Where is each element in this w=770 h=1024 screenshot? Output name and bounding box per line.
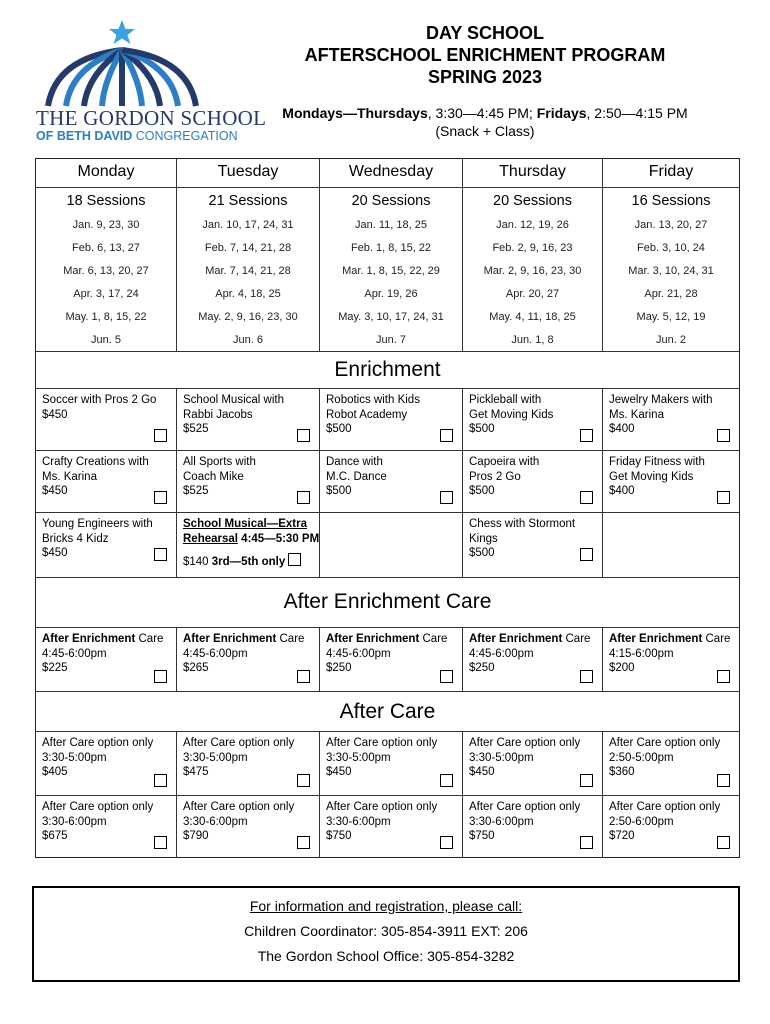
class-cell: Dance with M.C. Dance $500 [320, 451, 463, 513]
date-line: Jun. 6 [233, 334, 263, 346]
date-line: Apr. 4, 18, 25 [215, 288, 281, 300]
enroll-checkbox[interactable] [154, 836, 167, 849]
date-line: Jan. 13, 20, 27 [634, 219, 708, 231]
care-cell: After Enrichment Care 4:45-6:00pm $225 [36, 628, 177, 692]
enroll-checkbox[interactable] [440, 836, 453, 849]
sessions-dates-block [36, 187, 739, 352]
friday-dates [603, 188, 739, 352]
session-count: 20 Sessions [493, 193, 572, 209]
session-count: 16 Sessions [631, 193, 711, 209]
care-cell: After Care option only 2:50-6:00pm $720 [603, 796, 739, 858]
date-line: May. 1, 8, 15, 22 [65, 311, 147, 323]
schedule-table [35, 158, 740, 858]
enroll-checkbox[interactable] [297, 429, 310, 442]
school-name: THE GORDON SCHOOL [36, 106, 267, 130]
enroll-checkbox[interactable] [154, 774, 167, 787]
section-title-enrichment: Enrichment [36, 351, 739, 389]
day-tuesday: Tuesday [177, 159, 320, 187]
section-title-after-care: After Care [36, 691, 739, 732]
care-cell: After Care option only 3:30-6:00pm $790 [177, 796, 320, 858]
day-monday: Monday [36, 159, 177, 187]
doc-title-line-2: AFTERSCHOOL ENRICHMENT PROGRAM [304, 45, 666, 65]
tuesday-dates [177, 188, 320, 352]
doc-title-line-1: DAY SCHOOL [425, 23, 545, 43]
enroll-checkbox[interactable] [297, 491, 310, 504]
day-wednesday: Wednesday [320, 159, 463, 187]
class-cell: Crafty Creations with Ms. Karina $450 [36, 451, 177, 513]
date-line: Jun. 1, 8 [511, 334, 554, 346]
date-line: Jan. 10, 17, 24, 31 [202, 219, 294, 231]
class-cell: School Musical—Extra Rehearsal 4:45—5:30 PM $140 3rd—5th only [177, 513, 320, 578]
enroll-checkbox[interactable] [440, 491, 453, 504]
thursday-dates [463, 188, 603, 352]
date-line: Apr. 19, 26 [364, 288, 418, 300]
date-line: Jun. 5 [91, 334, 121, 346]
office-phone: The Gordon School Office: 305-854-3282 [257, 948, 515, 964]
enroll-checkbox[interactable] [717, 429, 730, 442]
date-line: Feb. 1, 8, 15, 22 [350, 242, 432, 254]
date-line: Mar. 3, 10, 24, 31 [628, 265, 714, 277]
after-care-row-1 [36, 731, 739, 796]
class-cell: School Musical with Rabbi Jacobs $525 [177, 389, 320, 451]
class-cell: Capoeira with Pros 2 Go $500 [463, 451, 603, 513]
enroll-checkbox[interactable] [440, 429, 453, 442]
dome-star-logo-icon [34, 18, 230, 110]
date-line: Feb. 6, 13, 27 [72, 242, 140, 254]
care-cell: After Care option only 3:30-6:00pm $675 [36, 796, 177, 858]
session-count: 18 Sessions [66, 193, 146, 209]
date-line: Jun. 7 [376, 334, 406, 346]
date-line: Feb. 7, 14, 21, 28 [204, 242, 292, 254]
class-cell: Chess with Stormont Kings $500 [463, 513, 603, 578]
date-line: Mar. 6, 13, 20, 27 [63, 265, 149, 277]
enroll-checkbox[interactable] [154, 548, 167, 561]
enrichment-row-2 [36, 450, 739, 513]
school-logo [34, 18, 267, 146]
enroll-checkbox[interactable] [717, 670, 730, 683]
date-line: Mar. 1, 8, 15, 22, 29 [342, 265, 440, 277]
class-cell: Young Engineers with Bricks 4 Kidz $450 [36, 513, 177, 578]
enroll-checkbox[interactable] [297, 836, 310, 849]
care-cell: After Care option only 3:30-5:00pm $405 [36, 732, 177, 796]
enroll-checkbox[interactable] [580, 836, 593, 849]
enroll-checkbox[interactable] [580, 429, 593, 442]
monday-dates [36, 188, 177, 352]
empty-cell [603, 513, 739, 578]
school-subtitle: OF BETH DAVID CONGREGATION [36, 129, 238, 143]
after-enrichment-row [36, 627, 739, 692]
date-line: Jan. 12, 19, 26 [496, 219, 569, 231]
enroll-checkbox[interactable] [440, 774, 453, 787]
enroll-checkbox[interactable] [580, 774, 593, 787]
enroll-checkbox[interactable] [717, 491, 730, 504]
date-line: Jun. 2 [656, 334, 686, 346]
contact-box [32, 886, 740, 982]
enroll-checkbox[interactable] [154, 429, 167, 442]
enroll-checkbox[interactable] [580, 548, 593, 561]
day-thursday: Thursday [463, 159, 603, 187]
care-cell: After Care option only 3:30-6:00pm $750 [320, 796, 463, 858]
enroll-checkbox[interactable] [717, 774, 730, 787]
enroll-checkbox[interactable] [580, 491, 593, 504]
care-cell: After Care option only 3:30-5:00pm $450 [463, 732, 603, 796]
class-cell: Soccer with Pros 2 Go $450 [36, 389, 177, 451]
date-line: May. 4, 11, 18, 25 [489, 311, 576, 323]
enroll-checkbox[interactable] [580, 670, 593, 683]
star-icon [109, 20, 135, 44]
session-count: 20 Sessions [351, 193, 431, 209]
enroll-checkbox[interactable] [440, 670, 453, 683]
care-cell: After Enrichment Care 4:45-6:00pm $250 [463, 628, 603, 692]
wednesday-dates [320, 188, 463, 352]
care-cell: After Care option only 3:30-6:00pm $750 [463, 796, 603, 858]
care-cell: After Enrichment Care 4:15-6:00pm $200 [603, 628, 739, 692]
date-line: Feb. 3, 10, 24 [637, 242, 705, 254]
date-line: May. 3, 10, 17, 24, 31 [338, 311, 444, 323]
date-line: Mar. 2, 9, 16, 23, 30 [483, 265, 582, 277]
section-title-after-enrichment-care: After Enrichment Care [36, 577, 739, 628]
after-care-row-2 [36, 795, 739, 858]
date-line: Apr. 20, 27 [505, 288, 560, 300]
enroll-checkbox[interactable] [297, 670, 310, 683]
care-cell: After Care option only 3:30-5:00pm $475 [177, 732, 320, 796]
class-cell: Friday Fitness with Get Moving Kids $400 [603, 451, 739, 513]
doc-title-line-3: SPRING 2023 [427, 67, 543, 87]
care-cell: After Care option only 2:50-5:00pm $360 [603, 732, 739, 796]
class-cell: Jewelry Makers with Ms. Karina $400 [603, 389, 739, 451]
coordinator-phone: Children Coordinator: 305-854-3911 EXT: 206 [244, 923, 528, 939]
date-line: Feb. 2, 9, 16, 23 [492, 242, 573, 254]
enrichment-row-3 [36, 512, 739, 578]
date-line: Mar. 7, 14, 21, 28 [205, 265, 291, 277]
class-cell: Robotics with Kids Robot Academy $500 [320, 389, 463, 451]
date-line: May. 2, 9, 16, 23, 30 [198, 311, 298, 323]
enrichment-row-1 [36, 388, 739, 451]
date-line: Jan. 11, 18, 25 [355, 219, 427, 231]
session-count: 21 Sessions [208, 193, 288, 209]
enroll-checkbox[interactable] [297, 774, 310, 787]
care-cell: After Care option only 3:30-5:00pm $450 [320, 732, 463, 796]
day-friday: Friday [648, 163, 694, 180]
enroll-checkbox[interactable] [154, 670, 167, 683]
schedule-note: (Snack + Class) [435, 123, 535, 139]
care-cell: After Enrichment Care 4:45-6:00pm $265 [177, 628, 320, 692]
care-cell: After Enrichment Care 4:45-6:00pm $250 [320, 628, 463, 692]
date-line: Apr. 21, 28 [644, 288, 698, 300]
class-cell: All Sports with Coach Mike $525 [177, 451, 320, 513]
date-line: Apr. 3, 17, 24 [73, 288, 139, 300]
empty-cell [320, 513, 463, 578]
enroll-checkbox[interactable] [717, 836, 730, 849]
class-cell: Pickleball with Get Moving Kids $500 [463, 389, 603, 451]
schedule-line: Mondays—Thursdays, 3:30—4:45 PM; Fridays, 2:50—4:15 PM [282, 105, 688, 121]
date-line: Jan. 9, 23, 30 [72, 219, 140, 231]
day-header-row [36, 159, 739, 187]
enroll-checkbox[interactable] [154, 491, 167, 504]
date-line: May. 5, 12, 19 [636, 311, 706, 323]
contact-heading: For information and registration, please call: [249, 898, 523, 914]
enroll-checkbox[interactable] [288, 553, 301, 566]
